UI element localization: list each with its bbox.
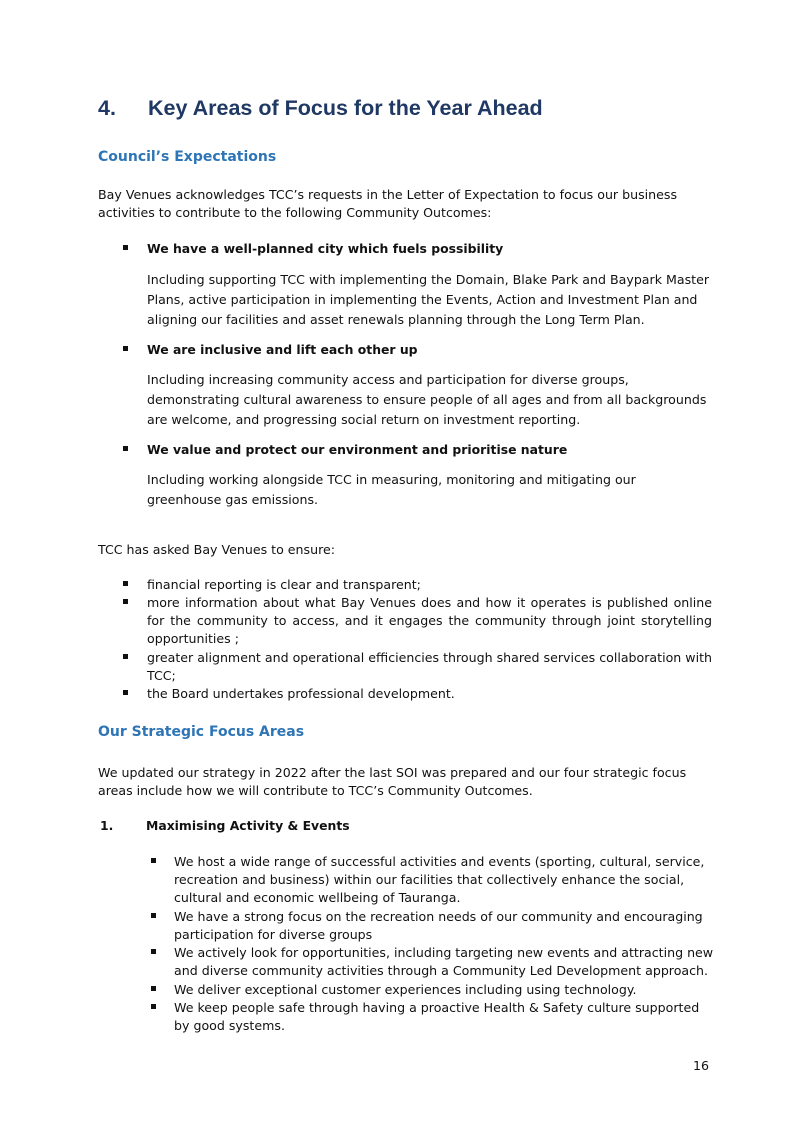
bullet-square-icon	[123, 245, 128, 250]
outcome-heading: We are inclusive and lift each other up	[147, 342, 418, 357]
strategic-focus-heading: Our Strategic Focus Areas	[98, 724, 305, 740]
bullet-square-icon	[123, 690, 128, 695]
bullet-square-icon	[123, 581, 128, 586]
focus-item: We deliver exceptional customer experiences including using technology.	[174, 982, 637, 997]
section-heading	[98, 96, 543, 121]
bullet-square-icon	[151, 986, 156, 991]
focus-area-number: 1.	[100, 818, 114, 833]
bullet-square-icon	[123, 346, 128, 351]
strategic-intro: We updated our strategy in 2022 after the last SOI was prepared and our four strategic focus areas include how we will contribute to TCC’s Community Outcomes.	[98, 765, 687, 798]
outcome-body: Including increasing community access and participation for diverse groups, demonstrating cultural awareness to ensure people of all ages and from all backgrounds are welcome, and progressing social return on investment reporting.	[147, 372, 707, 427]
outcome-body: Including supporting TCC with implementing the Domain, Blake Park and Baypark Master Plans, active participation in implementing the Events, Action and Investment Plan and aligning our facilities and asset renewals planning through the Long Term Plan.	[147, 272, 710, 327]
expectations-intro: Bay Venues acknowledges TCC’s requests in the Letter of Expectation to focus our business activities to contribute to the following Community Outcomes:	[98, 187, 678, 220]
ensure-item: more information about what Bay Venues does and how it operates is published online for the community to access, and it engages the community through joint storytelling opportunities ;	[147, 595, 712, 646]
outcome-heading: We value and protect our environment and prioritise nature	[147, 442, 568, 457]
bullet-square-icon	[123, 599, 128, 604]
bullet-square-icon	[123, 446, 128, 451]
focus-area-title: Maximising Activity & Events	[146, 818, 350, 833]
outcome-body: Including working alongside TCC in measuring, monitoring and mitigating our greenhouse gas emissions.	[147, 472, 636, 507]
councils-expectations-heading: Council’s Expectations	[98, 149, 277, 165]
bullet-square-icon	[151, 913, 156, 918]
bullet-square-icon	[151, 1004, 156, 1009]
page-number: 16	[692, 1058, 709, 1073]
focus-area-heading	[100, 818, 350, 833]
bullet-square-icon	[151, 949, 156, 954]
section-number: 4.	[98, 96, 116, 120]
ensure-item: the Board undertakes professional development.	[147, 686, 455, 701]
outcome-heading: We have a well-planned city which fuels possibility	[147, 241, 504, 256]
ensure-item: greater alignment and operational efficiencies through shared services collaboration with TCC;	[147, 650, 712, 683]
focus-item: We have a strong focus on the recreation needs of our community and encouraging participation for diverse groups	[174, 909, 703, 942]
bullet-square-icon	[123, 654, 128, 659]
focus-item: We host a wide range of successful activities and events (sporting, cultural, service, recreation and business) within our facilities that collectively enhance the social, cultural and economic wellbeing of Tauranga.	[174, 854, 705, 905]
section-title: Key Areas of Focus for the Year Ahead	[148, 96, 543, 120]
bullet-square-icon	[151, 858, 156, 863]
ensure-item: financial reporting is clear and transparent;	[147, 577, 421, 592]
focus-item: We actively look for opportunities, including targeting new events and attracting new and diverse community activities through a Community Led Development approach.	[174, 945, 714, 978]
focus-item: We keep people safe through having a proactive Health & Safety culture supported by good systems.	[174, 1000, 700, 1033]
ensure-intro: TCC has asked Bay Venues to ensure:	[98, 542, 335, 557]
